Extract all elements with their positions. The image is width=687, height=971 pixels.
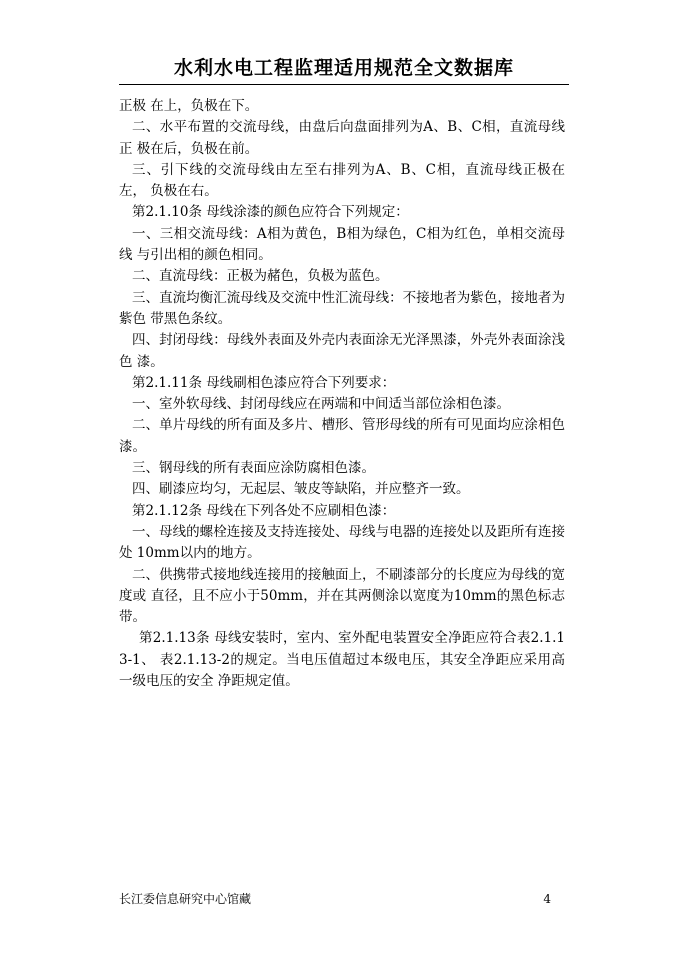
document-body <box>119 96 565 692</box>
paragraph: 四、刷漆应均匀，无起层、皱皮等缺陷，并应整齐一致。 <box>132 481 470 498</box>
paragraph: 一、母线的螺栓连接及支持连接处、母线与电器的连接处以及距所有连接处 10mm以内的地方。 <box>119 523 565 562</box>
page-title: 水利水电工程监理适用规范全文数据库 <box>173 57 514 79</box>
paragraph: 二、单片母线的所有面及多片、槽形、管形母线的所有可见面均应涂相色漆。 <box>119 417 565 455</box>
clause-heading: 第2.1.11条 母线刷相色漆应符合下列要求： <box>132 374 396 391</box>
paragraph: 一、三相交流母线：A相为黄色，B相为绿色，C相为红色，单相交流母线 与引出相的颜色相同。 <box>119 225 565 264</box>
paragraph: 二、水平布置的交流母线，由盘后向盘面排列为A、B、C相，直流母线正 极在后，负极在前。 <box>119 119 565 157</box>
clause-paragraph: 第2.1.13条 母线安装时，室内、室外配电装置安全净距应符合表2.1.13-1、 表2.1.13-2的规定。当电压值超过本级电压，其安全净距应采用高一级电压的安全 净距规定值。 <box>119 630 565 690</box>
paragraph: 三、钢母线的所有表面应涂防腐相色漆。 <box>132 460 375 477</box>
paragraph: 二、供携带式接地线连接用的接触面上，不刷漆部分的长度应为母线的宽度或 直径，且不应小于50mm，并在其两侧涂以宽度为10mm的黑色标志带。 <box>119 566 565 626</box>
page-number: 4 <box>543 892 551 906</box>
paragraph: 三、引下线的交流母线由左至右排列为A、B、C相，直流母线正极在左， 负极在右。 <box>119 161 565 200</box>
paragraph: 三、直流均衡汇流母线及交流中性汇流母线：不接地者为紫色，接地者为紫色 带黑色条纹。 <box>119 289 565 327</box>
clause-heading: 第2.1.10条 母线涂漆的颜色应符合下列规定： <box>132 204 409 221</box>
footer-source: 长江委信息研究中心馆藏 <box>119 892 252 906</box>
paragraph: 正极 在上，负极在下。 <box>119 98 259 114</box>
paragraph: 二、直流母线：正极为赭色，负极为蓝色。 <box>132 268 389 285</box>
page-footer <box>119 889 559 909</box>
paragraph: 一、室外软母线、封闭母线应在两端和中间适当部位涂相色漆。 <box>132 396 510 413</box>
paragraph: 四、封闭母线：母线外表面及外壳内表面涂无光泽黑漆，外壳外表面涂浅色 漆。 <box>119 332 565 370</box>
page-header <box>119 56 569 85</box>
clause-heading: 第2.1.12条 母线在下列各处不应刷相色漆： <box>132 502 396 519</box>
